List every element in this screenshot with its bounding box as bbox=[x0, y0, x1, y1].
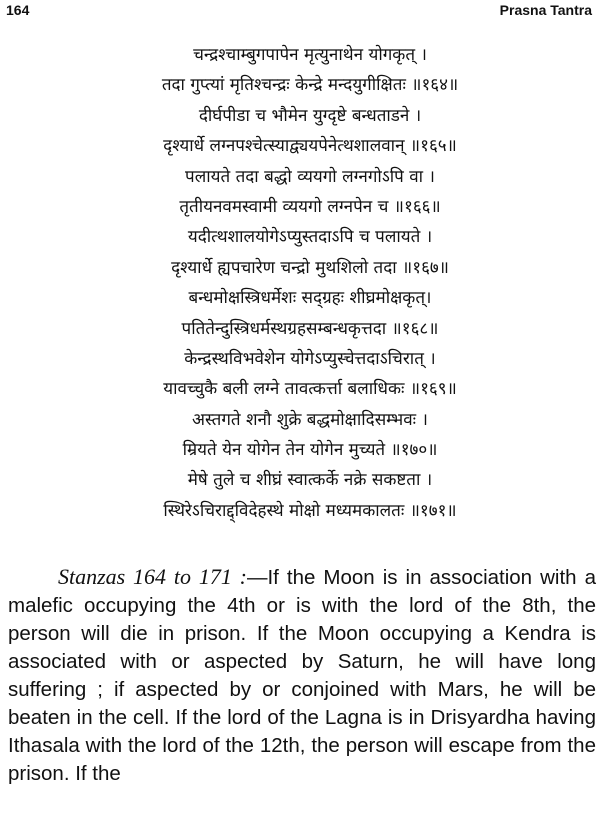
commentary bbox=[8, 563, 596, 788]
commentary-paragraph bbox=[8, 563, 596, 788]
verse-line: दृश्यार्धे ह्यपचारेण चन्द्रो मुथशिलो तदा ॥१६७॥ bbox=[171, 257, 449, 278]
verse-line: केन्द्रस्थविभवेशेन योगेऽप्युस्चेत्तदाऽचिरात् । bbox=[184, 348, 436, 369]
verse-line: यावच्चुकै बली लग्ने तावत्कर्त्ता बलाधिकः ॥१६९॥ bbox=[163, 379, 457, 400]
page-header bbox=[6, 2, 592, 24]
verse-line: अस्तगते शनौ शुक्रे बद्धमोक्षादिसम्भवः । bbox=[192, 409, 428, 430]
sanskrit-verses bbox=[60, 40, 560, 526]
verse-line: तृतीयनवमस्वामी व्ययगो लग्नपेन च ॥१६६॥ bbox=[179, 196, 441, 217]
verse-line: स्थिरेऽचिराद्द्विदेहस्थे मोक्षो मध्यमकालतः ॥१७१॥ bbox=[163, 500, 457, 521]
verse-line: दीर्घपीडा च भौमेन युग्दृष्टे बन्धताडने । bbox=[198, 105, 422, 126]
verse-line: चन्द्रश्चाम्बुगपापेन मृत्युनाथेन योगकृत् । bbox=[193, 45, 427, 65]
verse-line: पतितेन्दुस्त्रिधर्मस्थग्रहसम्बन्धकृत्तदा ॥१६८॥ bbox=[181, 318, 439, 339]
page-number: 164 bbox=[6, 2, 30, 18]
verse-line: बन्धमोक्षस्त्रिधर्मेशः सद्ग्रहः शीघ्रमोक्षकृत्। bbox=[188, 288, 432, 309]
verse-line: तदा गुप्त्यां मृतिश्चन्द्रः केन्द्रे मन्दयुगीक्षितः ॥१६४॥ bbox=[161, 75, 459, 96]
running-title: Prasna Tantra bbox=[499, 2, 592, 18]
verse-line: मेषे तुले च शीघ्रं स्वात्कर्के नक्रे सकष्टता । bbox=[187, 470, 433, 491]
verse-line: दृश्यार्धे लग्नपश्चेत्स्याद्व्ययपेनेत्थशालवान् ॥१६५॥ bbox=[163, 136, 457, 157]
stanza-reference: Stanzas 164 to 171 : bbox=[58, 564, 247, 589]
commentary-text: —If the Moon is in association with a malefic occupying the 4th or is with the lord of the 8th, the person will die in prison. If the Moon occupying a Kendra is associated with or aspected by Saturn, he will have long suffering ; if aspected by or conjoined with Mars, he will be beaten in the cell. If the lord of the Lagna is in Drisyardha having Ithasala with the lord of the 12th, the person will escape from the prison. If the bbox=[8, 566, 596, 785]
verse-line: म्रियते येन योगेन तेन योगेन मुच्यते ॥१७०॥ bbox=[182, 440, 438, 461]
verse-line: यदीत्थशालयोगेऽप्युस्तदाऽपि च पलायते । bbox=[187, 227, 433, 248]
verse-line: पलायते तदा बद्धो व्ययगो लग्नगोऽपि वा । bbox=[185, 166, 435, 187]
